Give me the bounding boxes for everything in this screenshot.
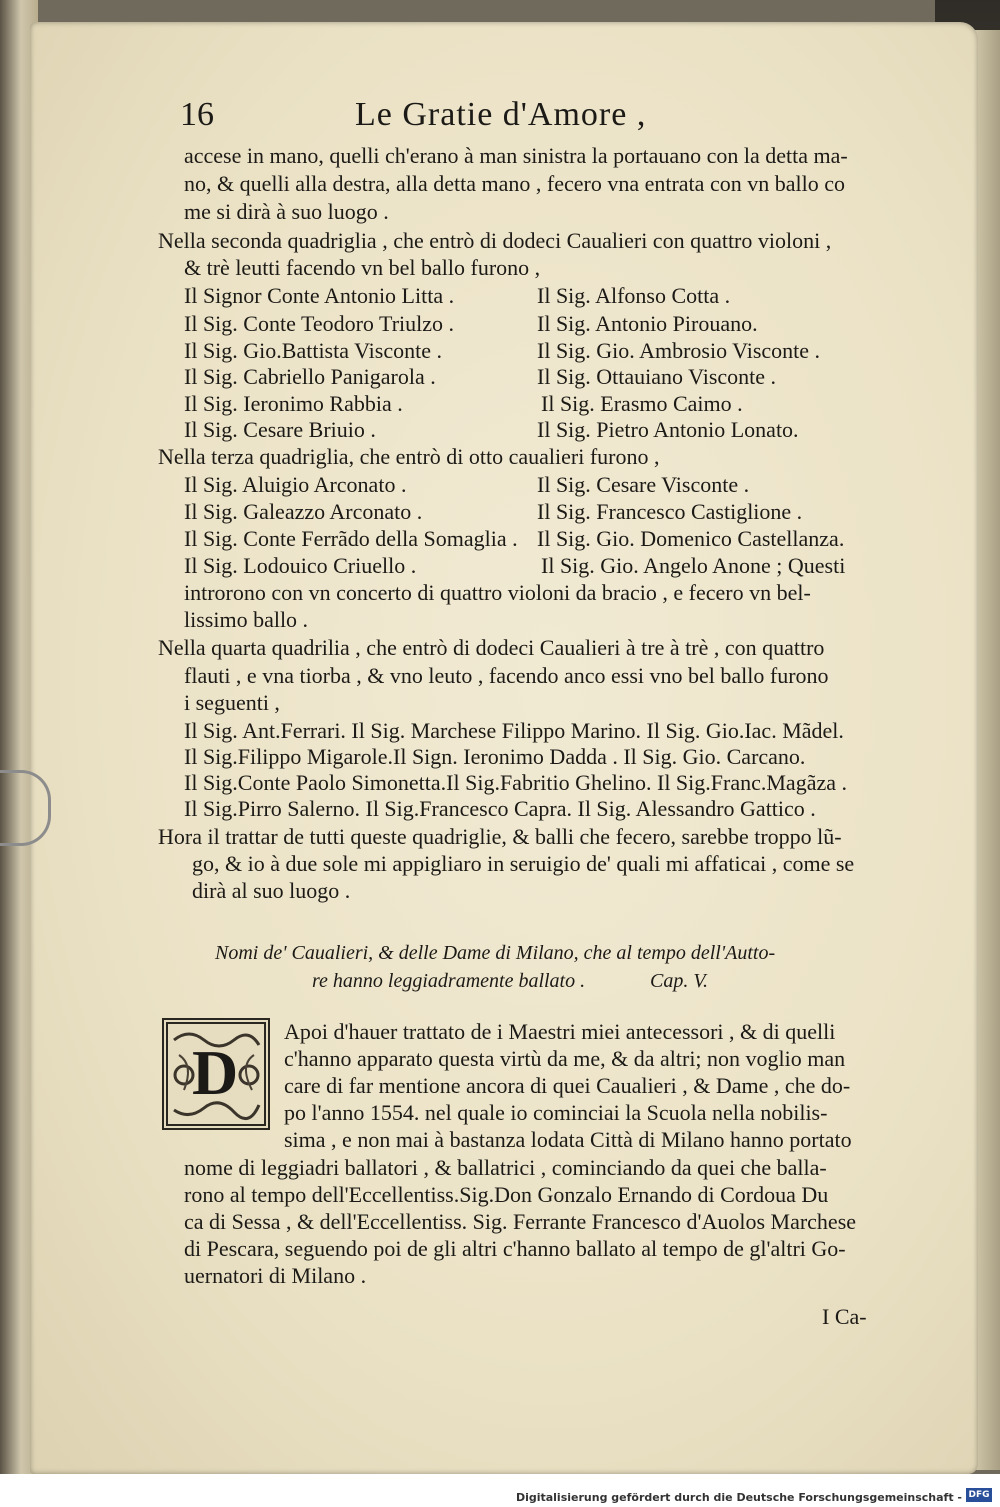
paper-clip: [0, 770, 51, 846]
list-item: Il Sig. Ieronimo Rabbia .: [184, 391, 403, 416]
list-item: Il Sig. Conte Ferrãdo della Somaglia .: [184, 526, 518, 551]
text-line: Nella terza quadriglia, che entrò di otto caualieri furono ,: [158, 444, 660, 469]
list-item: Il Signor Conte Antonio Litta .: [184, 283, 455, 308]
text-line: nome di leggiadri ballatori , & ballatrici , cominciando da quei che balla-: [184, 1155, 827, 1180]
list-item: Il Sig. Cesare Visconte .: [537, 472, 750, 497]
text-line: accese in mano, quelli ch'erano à man sinistra la portauano con la detta ma-: [184, 143, 848, 168]
text-line: rono al tempo dell'Eccellentiss.Sig.Don Gonzalo Ernando di Cordoua Du: [184, 1182, 829, 1207]
list-item: Il Sig. Alfonso Cotta .: [537, 283, 731, 308]
list-item: Il Sig. Ant.Ferrari. Il Sig. Marchese Filippo Marino. Il Sig. Gio.Iac. Mãdel.: [184, 718, 844, 743]
list-item: Il Sig. Lodouico Criuello .: [184, 553, 417, 578]
list-item: Il Sig. Gio. Ambrosio Visconte .: [537, 338, 821, 363]
list-item: Il Sig.Conte Paolo Simonetta.Il Sig.Fabritio Ghelino. Il Sig.Franc.Magãza .: [184, 770, 847, 795]
chapter-heading: re hanno leggiadramente ballato .: [312, 970, 586, 992]
decorated-initial: [162, 1018, 270, 1130]
text-line: me si dirà à suo luogo .: [184, 199, 389, 224]
text-line: po l'anno 1554. nel quale io cominciai la Scuola nella nobilis-: [284, 1100, 828, 1125]
catchword: I Ca-: [822, 1304, 867, 1329]
text-line: & trè leutti facendo vn bel ballo furono ,: [184, 255, 541, 280]
text-line: Hora il trattar de tutti queste quadriglie, & balli che fecero, sarebbe troppo lũ-: [158, 824, 842, 849]
text-line: sima , e non mai à bastanza lodata Città di Milano hanno portato: [284, 1127, 852, 1152]
running-title: Le Gratie d'Amore ,: [355, 96, 647, 133]
list-item: Il Sig. Francesco Castiglione .: [537, 499, 803, 524]
chapter-heading: Nomi de' Caualieri, & delle Dame di Milano, che al tempo dell'Autto-: [215, 942, 776, 964]
list-item: Il Sig. Aluigio Arconato .: [184, 472, 407, 497]
list-item: Il Sig. Gio. Domenico Castellanza.: [537, 526, 845, 551]
list-item: Il Sig. Erasmo Caimo .: [541, 391, 743, 416]
list-item: Il Sig.Pirro Salerno. Il Sig.Francesco Capra. Il Sig. Alessandro Gattico .: [184, 796, 816, 821]
text-line: ca di Sessa , & dell'Eccellentiss. Sig. Ferrante Francesco d'Auolos Marchese: [184, 1209, 857, 1234]
chapter-number: Cap. V.: [650, 970, 708, 992]
text-line: di Pescara, seguendo poi de gli altri c'hanno ballato al tempo de gl'altri Go-: [184, 1236, 846, 1261]
text-line: dirà al suo luogo .: [192, 878, 351, 903]
text-line: uernatori di Milano .: [184, 1263, 367, 1288]
footer-credit: Digitalisierung gefördert durch die Deutsche Forschungsgemeinschaft -: [515, 1491, 962, 1504]
text-line: Nella quarta quadrilia , che entrò di dodeci Caualieri à tre à trè , con quattro: [158, 635, 825, 660]
list-item: Il Sig. Cabriello Panigarola .: [184, 364, 436, 389]
list-item: Il Sig. Antonio Pirouano.: [537, 311, 758, 336]
list-item: Il Sig. Cesare Briuio .: [184, 417, 376, 442]
text-line: go, & io à due sole mi appigliaro in seruigio de' quali mi affaticai , come se: [192, 851, 855, 876]
list-item: Il Sig. Gio.Battista Visconte .: [184, 338, 442, 363]
text-line: Apoi d'hauer trattato de i Maestri miei antecessori , & di quelli: [284, 1019, 836, 1044]
list-item: Il Sig. Galeazzo Arconato .: [184, 499, 423, 524]
list-item: Il Sig. Conte Teodoro Triulzo .: [184, 311, 455, 336]
page-number: 16: [180, 96, 214, 133]
text-line: flauti , e vna tiorba , & vno leuto , facendo anco essi vno bel ballo furono: [184, 663, 829, 688]
text-line: i seguenti ,: [184, 690, 280, 715]
text-line: care di far mentione ancora di quei Caualieri , & Dame , che do-: [284, 1073, 851, 1098]
list-item: Il Sig. Ottauiano Visconte .: [537, 364, 777, 389]
dfg-logo: DFG: [966, 1488, 992, 1502]
text-line: c'hanno apparato questa virtù da me, & da altri; non voglio man: [284, 1046, 846, 1071]
list-item: Il Sig. Gio. Angelo Anone ; Questi: [541, 553, 846, 578]
list-item: Il Sig. Pietro Antonio Lonato.: [537, 417, 799, 442]
text-line: introrono con vn concerto di quattro violoni da bracio , e fecero vn bel-: [184, 580, 811, 605]
drop-initial-letter: D: [192, 1037, 239, 1108]
list-item: Il Sig.Filippo Migarole.Il Sign. Ieronimo Dadda . Il Sig. Gio. Carcano.: [184, 744, 806, 769]
text-line: Nella seconda quadriglia , che entrò di dodeci Caualieri con quattro violoni ,: [158, 228, 832, 253]
text-line: lissimo ballo .: [184, 607, 309, 632]
text-line: no, & quelli alla destra, alla detta mano , fecero vna entrata con vn ballo co: [184, 171, 845, 196]
